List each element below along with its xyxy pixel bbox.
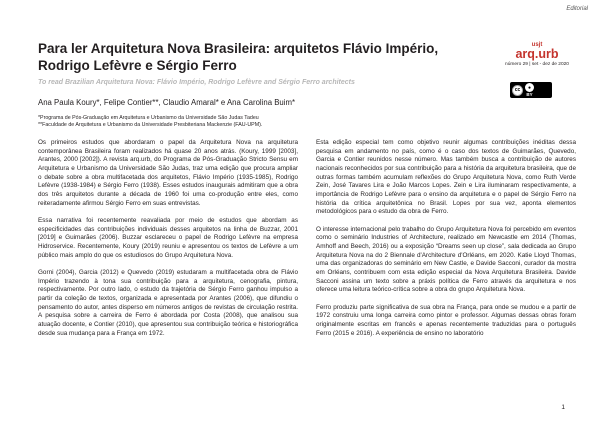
paragraph: Esta edição especial tem como objetivo reunir algumas contribuições inéditas dessa pesquisa em andamento no país, como é o caso dos textos de Guimarães, Quevedo, Garcia e Contier reunidos nesse número. Mas também busca a contribuição de autores nacionais reconhecidos por sua contribuição para a história da arquitetura brasileira, que de outras formas também acumulam reflexões do Grupo Arquitetura Nova, como Ruth Verde Zein, José Tavares Lira e João Marcos Lopes. Zein e Lira iluminaram respectivamente, a importância de Rodrigo Lefèvre para o ensino da arquitetura e o papel de Sérgio Ferro na história da crítica arquitetônica no Brasil. Lopes por sua vez, aponta elementos metodológicos para o estudo da obra de Ferro. [316, 139, 576, 216]
publisher-name: usjt [531, 42, 543, 48]
left-column [38, 139, 298, 347]
journal-name: arq.urb [515, 47, 559, 61]
affiliation-1: *Programa de Pós-Graduação em Arquitetura e Urbanismo da Universidade São Judas Tadeu [38, 115, 259, 121]
right-column [316, 139, 576, 347]
paragraph: Os primeiros estudos que abordaram o papel da Arquitetura Nova na arquitetura contemporânea Brasileira foram realizados há quase 20 anos atrás. (Koury, 1999 [2003], Arantes, 2000 [2002]). A revista arq.urb, do Programa de Pós-Graduação Stricto Sensu em Arquitetura e Urbanismo da Universidade São Judas, traz uma edição que procura ampliar o debate sobre a obra multifacetada dos arquitetos, Flávio Império (1935-1985), Rodrigo Lefèvre (1938-1984) e Sérgio Ferro (1938). Esses estudos inaugurais admitiram que a obra dos três arquitetos durante a década de 1960 foi uma co-produção entre eles, como reiteradamente afirmou Sérgio Ferro em suas entrevistas. [38, 139, 298, 207]
affiliation-2: **Faculdade de Arquitetura e Urbanismo da Universidade Presbiteriana Mackenzie (FAU-UPM). [38, 122, 263, 129]
authors: Ana Paula Koury*, Felipe Contier**, Claudio Amaral* e Ana Carolina Buim* [38, 98, 296, 107]
page-number: 1 [561, 404, 565, 411]
paragraph: Gorni (2004), Garcia (2012) e Quevedo (2019) estudaram a multifacetada obra de Flávio Império trazendo à tona sua contribuição para a arquitetura, cenografia, pintura, respectivamente. Por outro lado, o estudo da trajetória de Sérgio Ferro ganhou impulso a partir da coleção de textos, organizada e apresentada por Arantes (2006), que difundiu o pensamento do autor, antes disperso em números antigos de revistas de circulação restrita. A pesquisa sobre a carreira de Ferro é abordada por Costa (2008), que analisou sua atuação docente, e Contier (2010), que apresentou sua contribuição teórica e historiográfica desde sua mudança para a França em 1972. [38, 268, 298, 337]
license-by-label: BY [526, 92, 533, 97]
section-label: Editorial [566, 6, 588, 12]
journal-logo [497, 42, 577, 67]
paragraph: Ferro produziu parte significativa de sua obra na França, para onde se mudou e a partir de 1972 construiu uma longa carreira como pintor e professor. Algumas dessas obras foram originalmente escritas em francês e apenas recentemente traduzidas para o português Ferro (2015 e 2016). A experiência de ensino no laboratório [316, 303, 576, 337]
person-icon: ● [525, 83, 534, 92]
creative-commons-badge [510, 82, 552, 98]
paragraph: O interesse internacional pelo trabalho do Grupo Arquitetura Nova foi percebido em eventos como o seminário Industries of Architecture, realizado em Newcastle em 2014 (Thomas, Amhoff and Beech, 2016) ou a exposição “Dreams seen up close”, sala dedicada ao Grupo Arquitetura Nova na do 2 Biennale d'Architecture d'Orléans, em 2020. Katie Lloyd Thomas, uma das organizadoras do seminário em New Castle, e Davide Sacconi, curador da mostra em Orléans, contribuem com esta edição especial da Nova Arquitetura Brasileira. Davide Sacconi assina um texto sobre a práxis política de Ferro através da arquitetura e nos oferece uma leitura teórico-crítica sobre a obra do grupo Arquitetura Nova. [316, 225, 576, 294]
article-title: Para ler Arquitetura Nova Brasileira: arquitetos Flávio Império, Rodrigo Lefèvre e Sérgio Ferro [38, 41, 439, 73]
journal-issue: número 29 | set - dez de 2020 [505, 62, 569, 67]
by-block [525, 83, 534, 97]
article-subtitle: To read Brazilian Arquitetura Nova: Flávio Império, Rodrigo Lefèvre and Sérgio Ferro architects [38, 79, 355, 86]
cc-icon: cc [512, 85, 523, 96]
affiliations [38, 115, 458, 129]
paragraph: Essa narrativa foi recentemente reavaliada por meio de estudos que abordam as especificidades das contribuições individuais desses arquitetos na linha de Buzzar, 2001 [2019] e Guimarães (2006). Buzzar esclareceu o papel de Rodrigo Lefèvre na empresa Hidroservice. Recentemente, Koury (2019) reuniu e apresentou os textos de Lefèvre a um público mais amplo do que os estudiosos do Grupo Arquitetura Nova. [38, 216, 298, 259]
